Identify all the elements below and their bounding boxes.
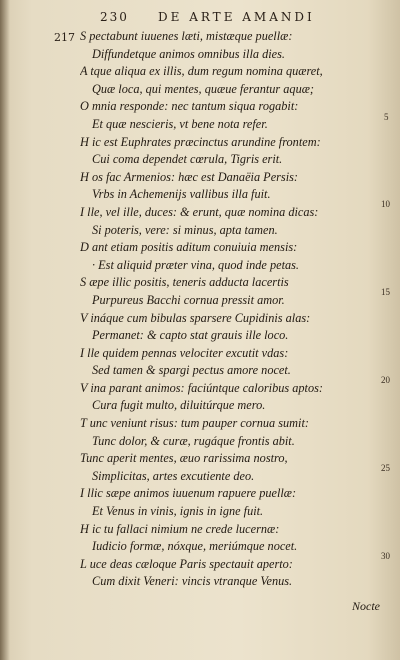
margin-line-number: 10 [381,199,390,209]
margin-line-number: 25 [381,463,390,473]
verse-line: Cura fugit multo, diluitúrque mero. [92,398,266,413]
verse-line: Cui coma dependet cœrula, Tigris erit. [92,152,283,167]
verse-line: V ináque cum bibulas sparsere Cupidinis alas: [80,310,311,325]
verse-line: Et quæ nescieris, vt bene nota refer. [92,116,268,131]
verse-line: Diffundetque animos omnibus illa dies. [92,46,285,61]
margin-line-number: 20 [381,375,390,385]
verse-line: D ant etiam positis aditum conuiuia mensis: [80,240,298,255]
verse-line: Tunc aperit mentes, æuo rarissima nostro, [80,451,288,466]
verse-line: · Est aliquid præter vina, quod inde petas. [92,257,299,272]
verse-line: S æpe illic positis, teneris adducta lacertis [80,275,289,290]
verse-line: V ina parant animos: faciúntque caloribus aptos: [80,380,323,395]
verse-line: Et Venus in vinis, ignis in igne fuit. [92,504,264,519]
verse-line: H os fac Armenios: hæc est Danaëia Persis: [80,169,299,184]
verse-line: Tunc dolor, & curæ, rugáque frontis abit. [92,433,295,448]
verse-line: S pectabunt iuuenes læti, mistæque puellæ: [80,29,293,43]
margin-line-number: 5 [384,112,389,122]
verse-line: H ic tu fallaci nimium ne crede lucernæ: [80,521,280,536]
catchword: Nocte [352,599,380,613]
verse-line: A tque aliqua ex illis, dum regum nomina quæret, [80,64,323,79]
verse-line: I llic sæpe animos iuuenum rapuere puellæ: [80,486,297,501]
page-number: 230 [100,10,129,24]
verse-line: Permanet: & capto stat grauis ille loco. [92,328,289,343]
verse-line: Sed tamen & spargi pectus amore nocet. [92,363,291,378]
start-line-number: 217 [54,31,75,44]
verse-line: Purpureus Bacchi cornua pressit amor. [92,292,285,307]
verse-line: T unc veniunt risus: tum pauper cornua sumit: [80,416,309,431]
verse-line: Vrbs in Achemenijs vallibus illa fuit. [92,187,271,202]
margin-line-number: 30 [381,551,390,561]
verse-line: I lle, vel ille, duces: & erunt, quæ nomina dicas: [80,204,319,219]
margin-line-number: 15 [381,287,390,297]
verse-line: Si poteris, vere: si minus, apta tamen. [92,222,278,237]
page-header [100,10,400,30]
verse-body [80,28,380,591]
verse-line: Iudicio formæ, nóxque, meriúmque nocet. [92,539,298,554]
verse-line: I lle quidem pennas velociter excutit vdas: [80,345,289,360]
verse-line: Simplicitas, artes excutiente deo. [92,468,255,483]
verse-line: O mnia responde: nec tantum siqua rogabit: [80,99,299,114]
verse-line: H ic est Euphrates præcinctus arundine frontem: [80,134,321,149]
verse-line: Quæ loca, qui mentes, quæue ferantur aquæ; [92,81,315,96]
running-title: DE ARTE AMANDI [158,10,315,24]
verse-line: Cum dixit Veneri: vincis vtranque Venus. [92,574,293,589]
verse-line: L uce deas cæloque Paris spectauit aperto: [80,556,293,571]
